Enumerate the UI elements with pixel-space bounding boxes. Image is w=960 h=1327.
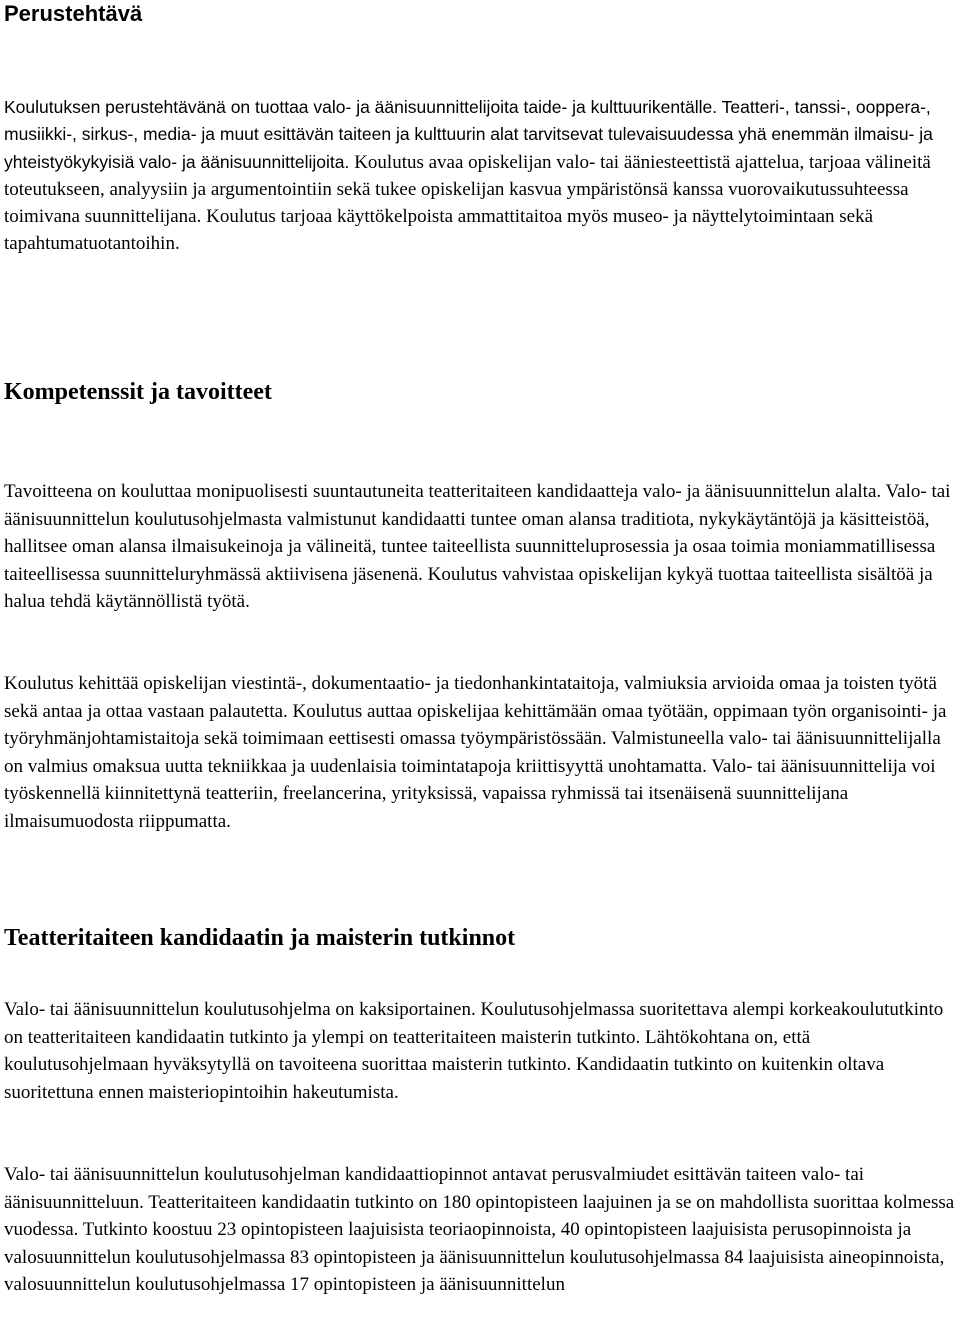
paragraph-kompetenssit-2: Koulutus kehittää opiskelijan viestintä-, dokumentaatio- ja tiedonhankintataitoja, valmiuksia arvioida omaa ja toisten työtä sekä antaa ja ottaa vastaan palautetta. Koulutus auttaa opiskelijaa kehittämään omaa työtään, oppimaan työn organisointi- ja työryhmänjohtamistaitoja sekä toimimaan eettisesti omassa työympäristössään. Valmistuneella valo- tai äänisuunnittelijalla on valmius omaksua uutta tekniikkaa ja uudenlaisia toimintatapoja kriittisyyttä unohtamatta. Valo- tai äänisuunnittelija voi työskennellä kiinnitettynä teatteriin, freelancerina, yrityksissä, vapaissa ryhmissä tai itsenäisenä suunnittelijana ilmaisumuodosta riippumatta. xyxy=(4,673,947,832)
paragraph-text-serif: Koulutus avaa opiskelijan valo- tai ääniesteettistä ajattelua, tarjoaa välineitä toteutukseen, analyysiin ja argumentointiin sekä tukee opiskelijan kasvua ympäristönsä kanssa vuorovaikutussuhteessa toimivana suunnittelijana. Koulutus tarjoaa käyttökelpoista ammattitaitoa myös museo- ja näyttelytoimintaan sekä tapahtumatuotantoihin. xyxy=(4,151,931,255)
paragraph-perustehtava xyxy=(4,94,956,258)
paragraph-tutkinnot-1: Valo- tai äänisuunnittelun koulutusohjelma on kaksiportainen. Koulutusohjelmassa suoritettava alempi korkeakoulututkinto on teatteritaiteen kandidaatin tutkinto ja ylempi on teatteritaiteen maisterin tutkinto. Lähtökohtana on, että koulutusohjelmaan hyväksytyllä on tavoiteena suorittaa maisterin tutkinto. Kandidaatin tutkinto on kuitenkin oltava suoritettuna ennen maisteriopintoihin hakeutumista. xyxy=(4,999,944,1103)
paragraph-tutkinnot-2: Valo- tai äänisuunnittelun koulutusohjelman kandidaattiopinnot antavat perusvalmiudet esittävän taiteen valo- tai äänisuunnitteluun. Teatteritaiteen kandidaatin tutkinto on 180 opintopisteen laajuinen ja se on mahdollista suorittaa kolmessa vuodessa. Tutkinto koostuu 23 opintopisteen laajuisista teoriaopinnoista, 40 opintopisteen laajuisista perusopinnoista ja valosuunnittelun koulutusohjelmassa 83 opintopisteen ja äänisuunnittelun koulutusohjelmassa 84 laajuisista aineopinnoista, valosuunnittelun koulutusohjelmassa 17 opintopisteen ja äänisuunnittelun xyxy=(4,1164,955,1295)
section-heading-kompetenssit: Kompetenssit ja tavoitteet xyxy=(4,379,272,405)
paragraph-kompetenssit-1: Tavoitteena on kouluttaa monipuolisesti suuntautuneita teatteritaiteen kandidaatteja valo- ja äänisuunnittelun alalta. Valo- tai äänisuunnittelun koulutusohjelmasta valmistunut kandidaatti tuntee oman alansa traditiota, nykykäytäntöjä ja käsitteistöä, hallitsee oman alansa ilmaisukeinoja ja välineitä, tuntee taiteellista suunnitteluprosessia ja osaa toimia moniammatillisessa taiteellisessa suunnitteluryhmässä aktiivisena jäsenenä. Koulutus vahvistaa opiskelijan kykyä tuottaa taiteellista sisältöä ja halua tehdä käytännöllistä työtä. xyxy=(4,481,951,612)
section-heading-tutkinnot: Teatteritaiteen kandidaatin ja maisterin tutkinnot xyxy=(4,925,516,951)
section-heading-perustehtava: Perustehtävä xyxy=(4,1,143,26)
paragraph-text-sans: Koulutuksen perustehtävänä on tuottaa valo- ja äänisuunnittelijoita taide- ja kulttuurikentälle. Teatteri-, tanssi-, ooppera-, musiikki-, sirkus-, media- ja muut esittävän taiteen ja kulttuurin alat tarvitsevat tulevaisuudessa yhä enemmän ilmaisu- ja yhteistyökykyisiä valo- ja äänisuunnittelijoita. xyxy=(4,97,933,172)
